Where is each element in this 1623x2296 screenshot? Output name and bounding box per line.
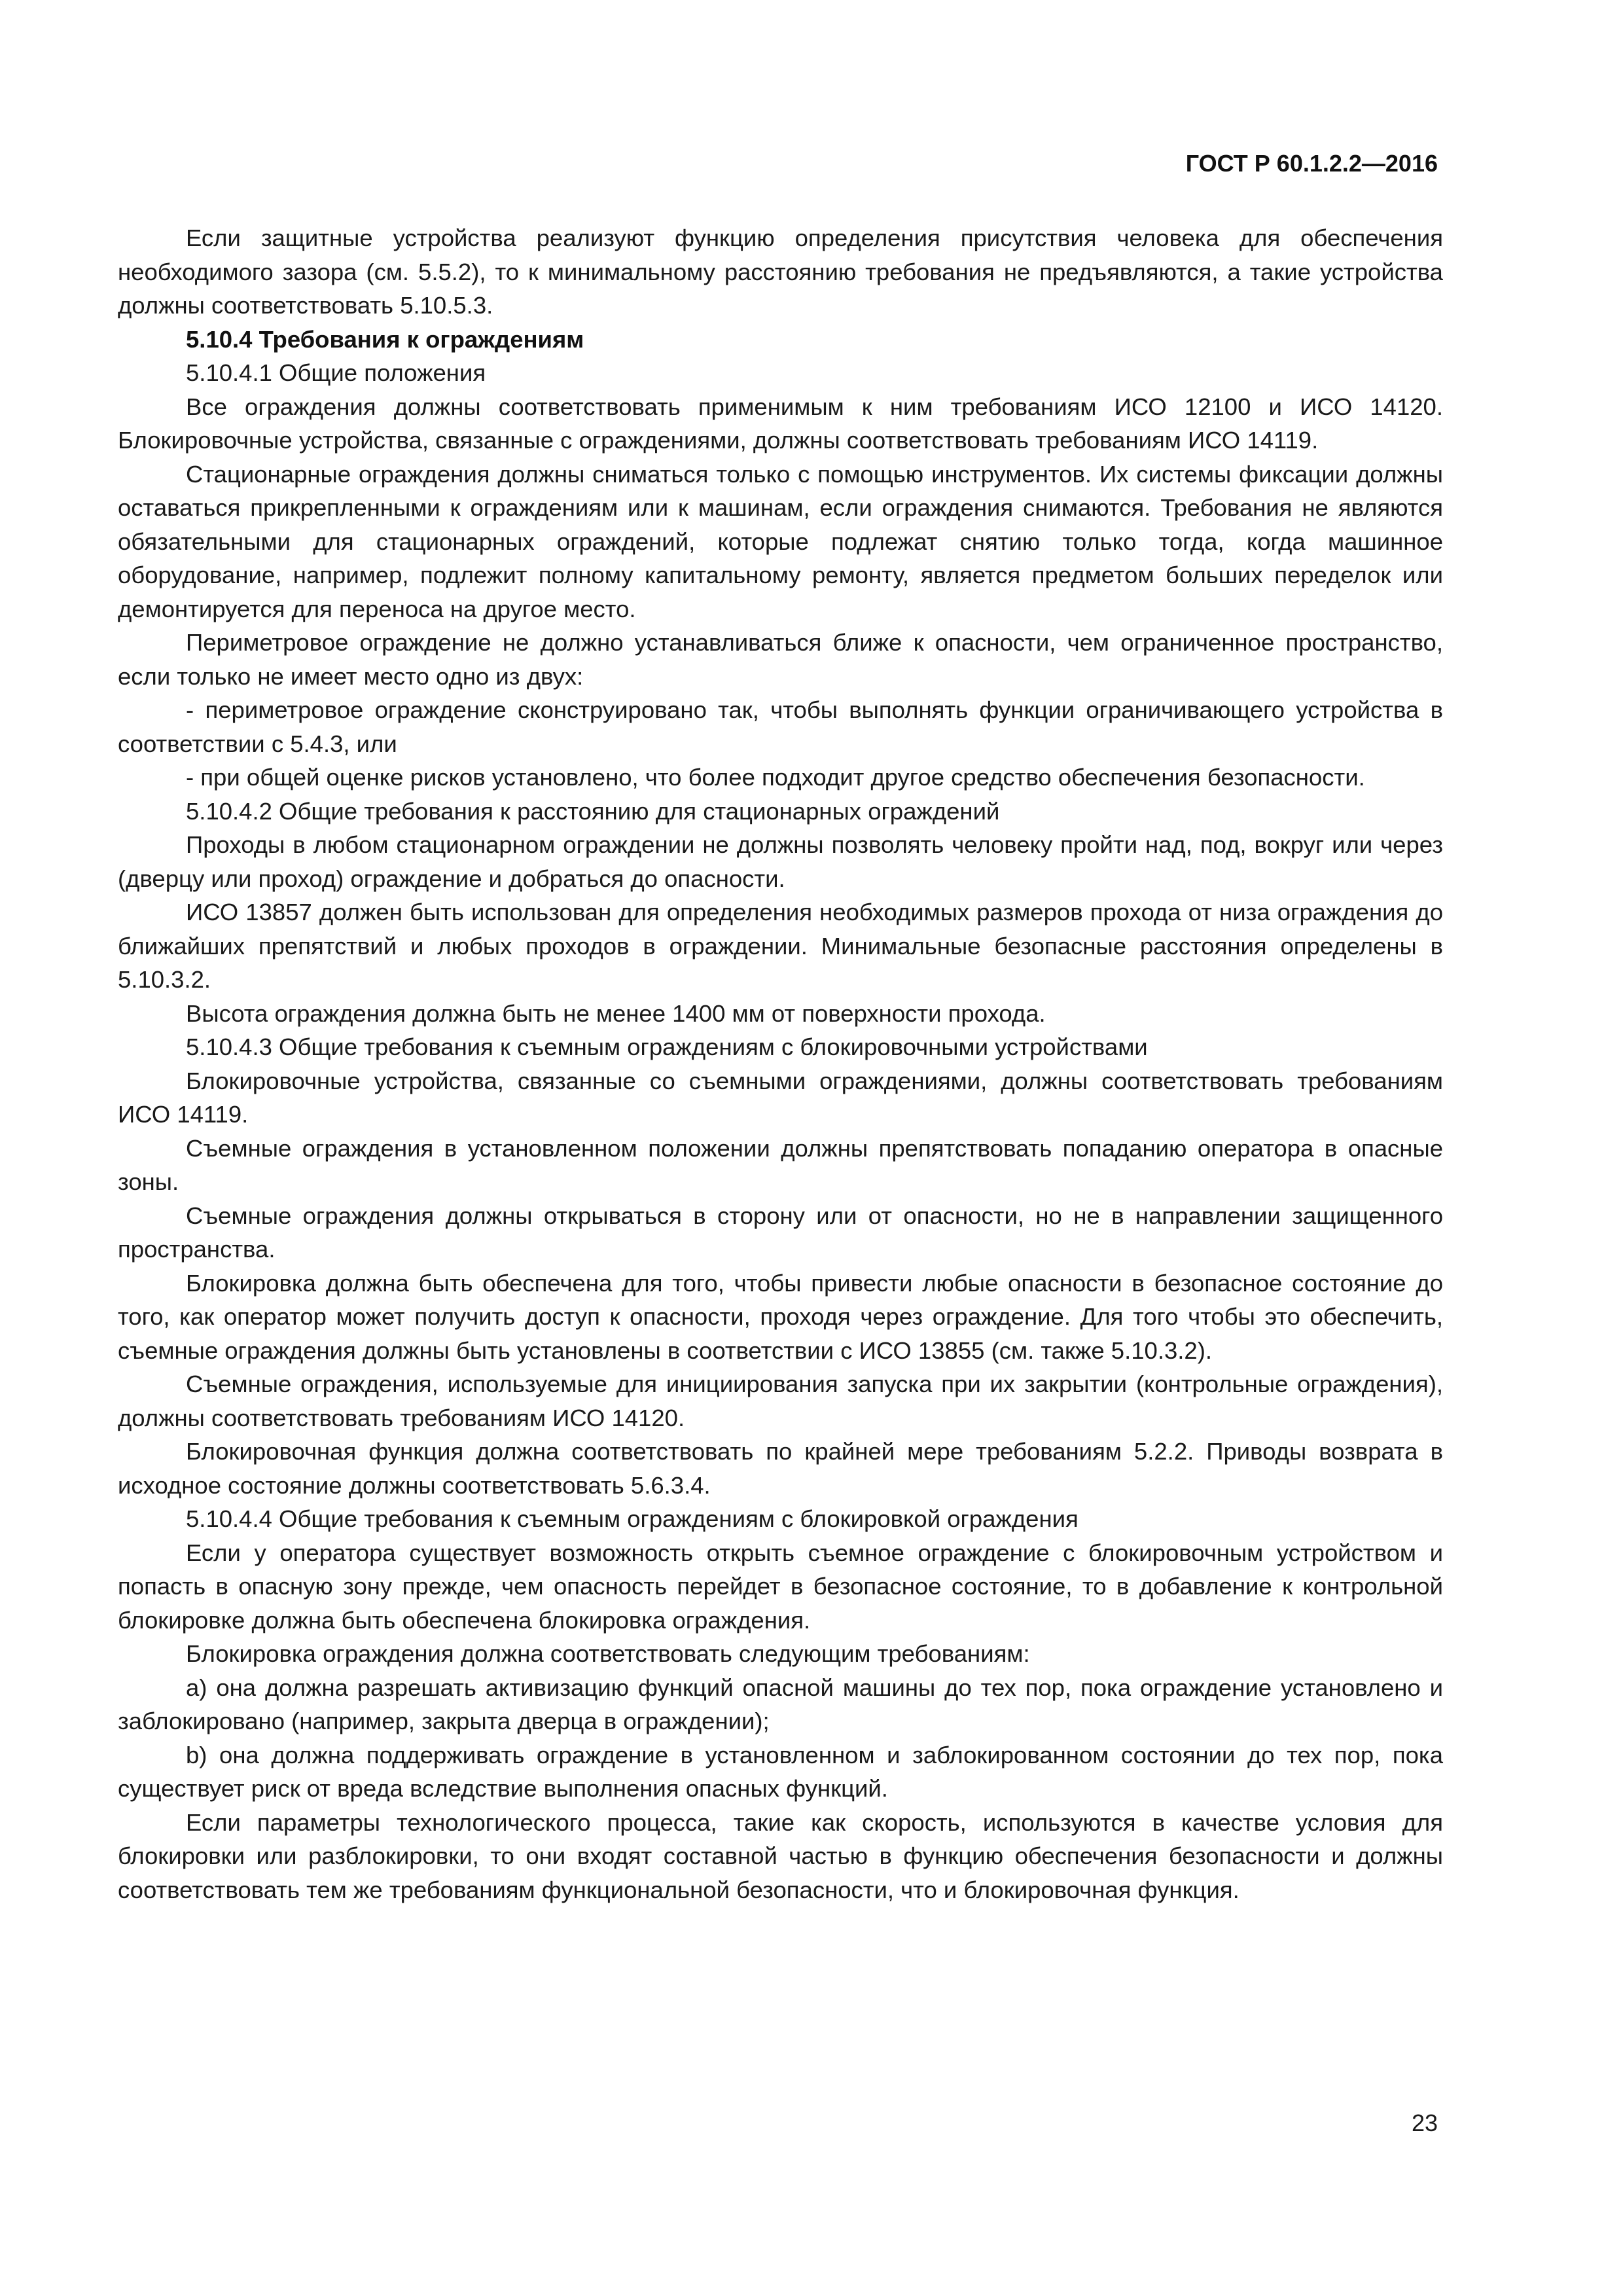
section-heading: 5.10.4 Требования к ограждениям	[186, 325, 584, 353]
subsection-title: 5.10.4.3 Общие требования к съемным ограждениям с блокировочными устройствами	[186, 1033, 1148, 1060]
list-item: a) она должна разрешать активизацию функций опасной машины до тех пор, пока ограждение установлено и заблокировано (например, закрыта дверца в ограждении);	[118, 1674, 1443, 1734]
paragraph: Съемные ограждения, используемые для инициирования запуска при их закрытии (контрольные ограждения), должны соответствовать требованиям ИСО 14120.	[118, 1371, 1443, 1431]
paragraph: Периметровое ограждение не должно устанавливаться ближе к опасности, чем ограниченное пространство, если только не имеет место одно из двух:	[118, 629, 1443, 690]
paragraph: ИСО 13857 должен быть использован для определения необходимых размеров прохода от низа ограждения до ближайших препятствий и любых проходов в ограждении. Минимальные безопасные расстояния определены в 5.10.3.2.	[118, 899, 1443, 993]
paragraph: Блокировочная функция должна соответствовать по крайней мере требованиям 5.2.2. Приводы возврата в исходное состояние должны соответствовать 5.6.3.4.	[118, 1438, 1443, 1499]
list-item: b) она должна поддерживать ограждение в установленном и заблокированном состоянии до тех пор, пока существует риск от вреда вследствие выполнения опасных функций.	[118, 1741, 1443, 1802]
list-item: - при общей оценке рисков установлено, что более подходит другое средство обеспечения безопасности.	[186, 764, 1365, 791]
list-item: - периметровое ограждение сконструировано так, чтобы выполнять функции ограничивающего устройства в соответствии с 5.4.3, или	[118, 696, 1443, 757]
subsection-title: 5.10.4.1 Общие положения	[186, 359, 486, 386]
paragraph: Блокировка должна быть обеспечена для того, чтобы привести любые опасности в безопасное состояние до того, как оператор может получить доступ к опасности, проходя через ограждение. Для того чтобы это обеспечить, съемные ограждения должны быть установлены в соответствии с ИСО 13855 (см. также 5.10.3.2).	[118, 1269, 1443, 1364]
paragraph: Все ограждения должны соответствовать применимым к ним требованиям ИСО 12100 и ИСО 14120. Блокировочные устройства, связанные с ограждениями, должны соответствовать требованиям ИСО 14119.	[118, 393, 1443, 454]
paragraph: Если параметры технологического процесса, такие как скорость, используются в качестве условия для блокировки или разблокировки, то они входят составной частью в функцию обеспечения безопасности и должны соответствовать тем же требованиям функциональной безопасности, что и блокировочная функция.	[118, 1808, 1443, 1903]
paragraph: Блокировка ограждения должна соответствовать следующим требованиям:	[186, 1640, 1030, 1667]
subsection-title: 5.10.4.2 Общие требования к расстоянию для стационарных ограждений	[186, 797, 1000, 825]
paragraph: Высота ограждения должна быть не менее 1400 мм от поверхности прохода.	[186, 999, 1046, 1027]
paragraph: Съемные ограждения в установленном положении должны препятствовать попаданию оператора в опасные зоны.	[118, 1134, 1443, 1195]
paragraph: Если у оператора существует возможность открыть съемное ограждение с блокировочным устройством и попасть в опасную зону прежде, чем опасность перейдет в безопасное состояние, то в добавление к контрольной блокировке должна быть обеспечена блокировка ограждения.	[118, 1539, 1443, 1634]
paragraph: Блокировочные устройства, связанные со съемными ограждениями, должны соответствовать требованиям ИСО 14119.	[118, 1067, 1443, 1128]
page-number: 23	[1411, 2109, 1438, 2136]
paragraph: Съемные ограждения должны открываться в сторону или от опасности, но не в направлении защищенного пространства.	[118, 1202, 1443, 1263]
body-text	[118, 221, 1443, 1907]
paragraph: Если защитные устройства реализуют функцию определения присутствия человека для обеспечения необходимого зазора (см. 5.5.2), то к минимальному расстоянию требования не предъявляются, а такие устройства должны соответствовать 5.10.5.3.	[118, 224, 1443, 319]
document-code-header: ГОСТ Р 60.1.2.2—2016	[1185, 150, 1438, 177]
subsection-title: 5.10.4.4 Общие требования к съемным ограждениям с блокировкой ограждения	[186, 1505, 1079, 1532]
paragraph: Стационарные ограждения должны сниматься только с помощью инструментов. Их системы фиксации должны оставаться прикрепленными к ограждениям или к машинам, если ограждения снимаются. Требования не являются обязательными для стационарных ограждений, которые подлежат снятию только тогда, когда машинное оборудование, например, подлежит полному капитальному ремонту, является предметом больших переделок или демонтируется для переноса на другое место.	[118, 460, 1443, 622]
paragraph: Проходы в любом стационарном ограждении не должны позволять человеку пройти над, под, вокруг или через (дверцу или проход) ограждение и добраться до опасности.	[118, 831, 1443, 892]
